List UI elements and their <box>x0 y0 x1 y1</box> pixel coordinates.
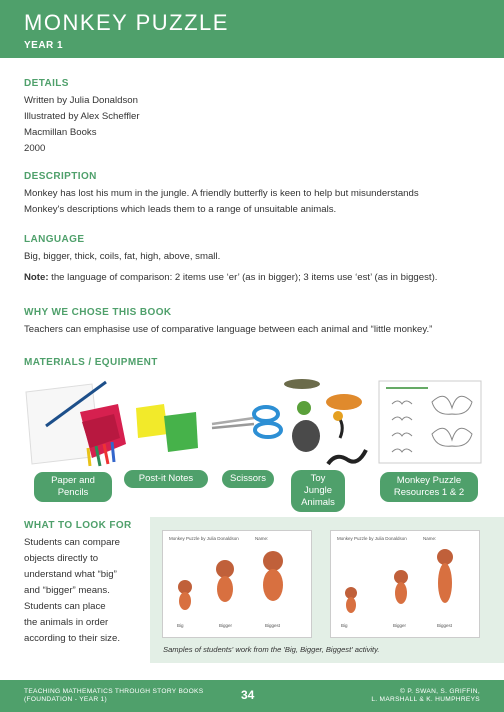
page-title: MONKEY PUZZLE <box>24 10 229 35</box>
footer-series-level: (FOUNDATION - YEAR 1) <box>24 696 107 703</box>
note-label: Note: <box>24 272 49 283</box>
footer-copyright-2: L. MARSHALL & K. HUMPHREYS <box>371 696 480 703</box>
details-author: Written by Julia Donaldson <box>24 95 138 106</box>
details-publisher: Macmillan Books <box>24 127 97 138</box>
materials-heading: MATERIALS / EQUIPMENT <box>24 357 158 368</box>
page-number: 34 <box>241 688 255 702</box>
page-header <box>0 0 504 58</box>
sample-1-label-bigger: Bigger <box>219 623 233 628</box>
sample-1-sheet-title: Monkey Puzzle by Julia Donaldson <box>169 536 239 541</box>
sample-work-2 <box>330 530 480 638</box>
material-toy-animals-line2: Jungle <box>304 485 332 496</box>
sample-2-label-big: Big <box>341 623 348 628</box>
details-year: 2000 <box>24 143 46 154</box>
resources-sheet-image <box>378 380 482 464</box>
note-text: the language of comparison: 2 items use ‘er’ (as in bigger); 3 items use ‘est’ (as in biggest). <box>48 272 438 283</box>
look-for-heading: WHAT TO LOOK FOR <box>24 520 132 531</box>
material-toy-animals-line1: Toy <box>310 473 326 484</box>
material-resources-line1: Monkey Puzzle <box>396 475 462 486</box>
material-post-it-notes <box>124 470 208 488</box>
material-toy-animals <box>291 470 345 512</box>
footer-copyright-1: © P. SWAN, S. GRIFFIN, <box>400 688 480 695</box>
description-heading: DESCRIPTION <box>24 171 97 182</box>
footer-left <box>24 688 203 704</box>
page-subtitle: YEAR 1 <box>24 40 64 51</box>
samples-caption: Samples of students' work from the 'Big, Bigger, Biggest' activity. <box>163 645 380 654</box>
material-scissors <box>222 470 274 488</box>
material-resources <box>380 472 478 502</box>
post-it-notes-image <box>132 400 202 456</box>
look-for-line-4: and “bigger” means. <box>24 585 110 596</box>
sample-2-sheet-title: Monkey Puzzle by Julia Donaldson <box>337 536 407 541</box>
scissors-image <box>210 402 290 442</box>
language-note <box>24 270 437 286</box>
material-paper-pencils-line2: Pencils <box>57 487 89 498</box>
page-footer <box>0 680 504 712</box>
sample-2-label-bigger: Bigger <box>393 623 407 628</box>
sample-2-label-biggest: Biggest <box>437 623 453 628</box>
sample-1-label-big: Big <box>177 623 184 628</box>
material-toy-animals-line3: Animals <box>301 497 335 508</box>
look-for-line-2: objects directly to <box>24 553 99 564</box>
sample-1-monkeys <box>163 541 311 625</box>
sample-1-label-biggest: Biggest <box>265 623 281 628</box>
toy-animals-image <box>282 374 372 470</box>
material-scissors-label: Scissors <box>230 473 266 484</box>
language-words: Big, bigger, thick, coils, fat, high, above, small. <box>24 251 221 262</box>
why-heading: WHY WE CHOSE THIS BOOK <box>24 307 172 318</box>
why-text: Teachers can emphasise use of comparative language between each animal and “little monkey.” <box>24 324 433 335</box>
material-paper-pencils-line1: Paper and <box>51 475 95 486</box>
sample-work-1 <box>162 530 312 638</box>
look-for-line-7: according to their size. <box>24 633 120 644</box>
sample-1-name-label: Name: <box>255 536 269 541</box>
paper-pencils-image <box>22 378 132 468</box>
look-for-line-6: the animals in order <box>24 617 109 628</box>
material-post-it-notes-label: Post-it Notes <box>138 473 194 484</box>
look-for-line-3: understand what “big” <box>24 569 117 580</box>
description-line-1: Monkey has lost his mum in the jungle. A friendly butterfly is keen to help but misunderstands <box>24 188 419 199</box>
sample-2-monkeys <box>331 541 479 625</box>
language-heading: LANGUAGE <box>24 234 85 245</box>
look-for-line-5: Students can place <box>24 601 106 612</box>
material-resources-line2: Resources 1 & 2 <box>393 487 465 498</box>
details-illustrator: Illustrated by Alex Scheffler <box>24 111 140 122</box>
footer-right <box>371 688 480 704</box>
footer-series-title: TEACHING MATHEMATICS THROUGH STORY BOOKS <box>24 688 204 695</box>
details-heading: DETAILS <box>24 78 69 89</box>
description-line-2: Monkey's descriptions which leads them to a range of unsuitable animals. <box>24 204 337 215</box>
look-for-line-1: Students can compare <box>24 537 120 548</box>
material-paper-pencils <box>34 472 112 502</box>
sample-2-name-label: Name: <box>423 536 437 541</box>
